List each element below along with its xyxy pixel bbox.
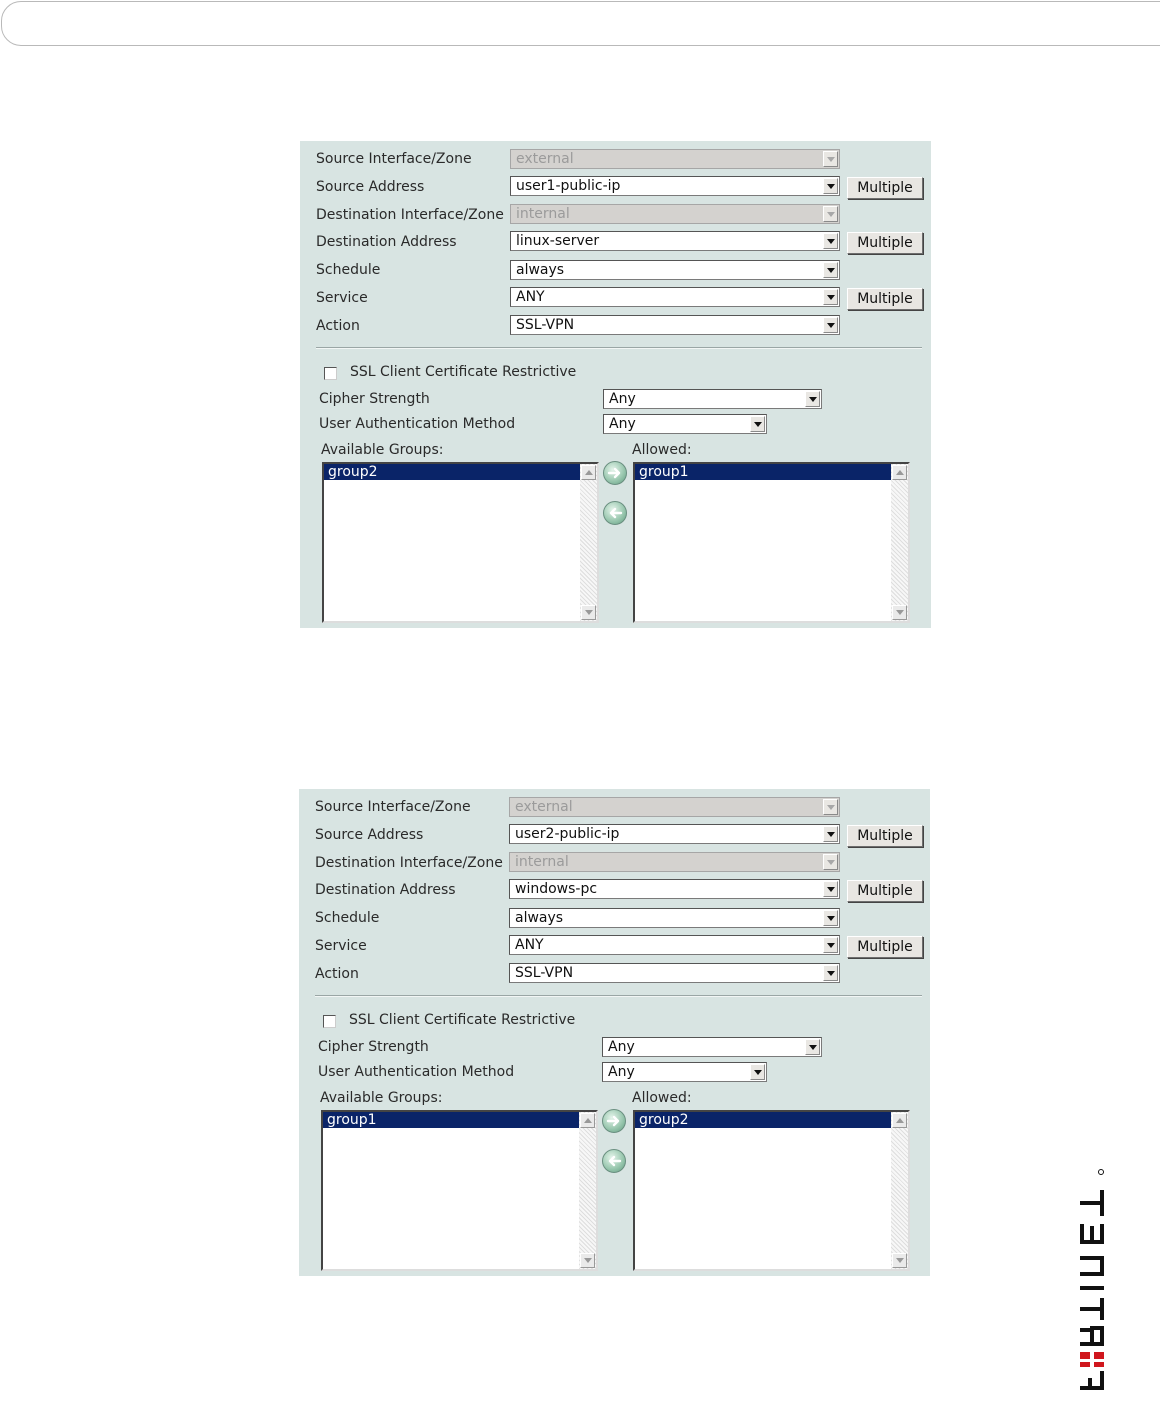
source-interface-select	[510, 149, 840, 169]
dropdown-arrow-icon	[823, 799, 838, 815]
fortinet-logo	[1080, 1168, 1104, 1410]
scroll-down-icon[interactable]	[892, 605, 907, 620]
label-action: Action	[315, 966, 359, 982]
user-auth-method-select[interactable]	[602, 1062, 767, 1082]
list-item[interactable]: group2	[324, 464, 580, 480]
label-user-auth-method: User Authentication Method	[318, 1064, 515, 1080]
destination-interface-value: internal	[515, 854, 569, 870]
list-item[interactable]: group1	[323, 1112, 579, 1128]
user-auth-method-value: Any	[609, 416, 636, 432]
list-item[interactable]: group2	[635, 1112, 891, 1128]
page-header-bar	[1, 1, 1160, 46]
move-left-arrow-icon[interactable]	[603, 501, 627, 525]
label-service: Service	[316, 290, 368, 306]
dropdown-arrow-icon	[823, 854, 838, 870]
destination-address-multiple-button[interactable]: Multiple	[847, 232, 923, 254]
allowed-groups-list[interactable]	[633, 462, 910, 623]
ssl-restrictive-checkbox[interactable]	[323, 1015, 336, 1028]
allowed-groups-label: Allowed:	[632, 1090, 692, 1106]
destination-interface-select	[509, 852, 840, 872]
cipher-strength-value: Any	[609, 391, 636, 407]
label-user-auth-method: User Authentication Method	[319, 416, 516, 432]
scroll-down-icon[interactable]	[580, 1253, 595, 1268]
label-source-interface: Source Interface/Zone	[315, 799, 471, 815]
destination-interface-select	[510, 204, 840, 224]
label-destination-address: Destination Address	[315, 882, 456, 898]
label-service: Service	[315, 938, 367, 954]
destination-interface-value: internal	[516, 206, 570, 222]
cipher-strength-value: Any	[608, 1039, 635, 1055]
section-divider	[315, 995, 922, 997]
label-cipher-strength: Cipher Strength	[318, 1039, 429, 1055]
dropdown-arrow-icon[interactable]	[823, 937, 838, 953]
source-interface-select	[509, 797, 840, 817]
available-groups-label: Available Groups:	[321, 442, 444, 458]
label-action: Action	[316, 318, 360, 334]
dropdown-arrow-icon[interactable]	[823, 178, 838, 194]
scrollbar[interactable]	[579, 1112, 596, 1269]
source-address-value: user1-public-ip	[516, 178, 621, 194]
service-value: ANY	[516, 289, 545, 305]
available-groups-list[interactable]	[321, 1110, 598, 1271]
scroll-down-icon[interactable]	[581, 605, 596, 620]
label-source-address: Source Address	[315, 827, 424, 843]
service-multiple-button[interactable]: Multiple	[847, 288, 923, 310]
dropdown-arrow-icon[interactable]	[750, 1064, 765, 1080]
action-value: SSL-VPN	[515, 965, 574, 981]
policy-panel-1	[300, 141, 931, 628]
scroll-down-icon[interactable]	[892, 1253, 907, 1268]
source-address-multiple-button[interactable]: Multiple	[847, 177, 923, 199]
allowed-groups-label: Allowed:	[632, 442, 692, 458]
service-multiple-button[interactable]: Multiple	[847, 936, 923, 958]
source-interface-value: external	[515, 799, 573, 815]
allowed-groups-list[interactable]	[633, 1110, 910, 1271]
ssl-restrictive-label: SSL Client Certificate Restrictive	[350, 364, 577, 380]
label-destination-address: Destination Address	[316, 234, 457, 250]
schedule-select[interactable]	[510, 260, 840, 280]
scroll-up-icon[interactable]	[892, 465, 907, 480]
policy-panel-2	[299, 789, 930, 1276]
dropdown-arrow-icon[interactable]	[823, 910, 838, 926]
destination-address-select[interactable]	[510, 231, 840, 251]
destination-address-select[interactable]	[509, 879, 840, 899]
service-value: ANY	[515, 937, 544, 953]
scroll-up-icon[interactable]	[580, 1113, 595, 1128]
list-item[interactable]: group1	[635, 464, 891, 480]
scroll-up-icon[interactable]	[892, 1113, 907, 1128]
user-auth-method-select[interactable]	[603, 414, 767, 434]
action-select[interactable]	[510, 315, 840, 335]
dropdown-arrow-icon[interactable]	[805, 1039, 820, 1055]
destination-address-multiple-button[interactable]: Multiple	[847, 880, 923, 902]
source-interface-value: external	[516, 151, 574, 167]
cipher-strength-select[interactable]	[603, 389, 822, 409]
available-groups-list[interactable]	[322, 462, 599, 623]
label-schedule: Schedule	[315, 910, 380, 926]
move-right-arrow-icon[interactable]	[603, 461, 627, 485]
dropdown-arrow-icon[interactable]	[823, 289, 838, 305]
ssl-restrictive-label: SSL Client Certificate Restrictive	[349, 1012, 576, 1028]
label-source-interface: Source Interface/Zone	[316, 151, 472, 167]
action-value: SSL-VPN	[516, 317, 575, 333]
label-destination-interface: Destination Interface/Zone	[316, 207, 504, 223]
scrollbar[interactable]	[580, 464, 597, 621]
move-right-arrow-icon[interactable]	[602, 1109, 626, 1133]
move-left-arrow-icon[interactable]	[602, 1149, 626, 1173]
ssl-restrictive-checkbox[interactable]	[324, 367, 337, 380]
schedule-select[interactable]	[509, 908, 840, 928]
label-destination-interface: Destination Interface/Zone	[315, 855, 503, 871]
dropdown-arrow-icon	[823, 206, 838, 222]
source-address-select[interactable]	[509, 824, 840, 844]
source-address-multiple-button[interactable]: Multiple	[847, 825, 923, 847]
label-schedule: Schedule	[316, 262, 381, 278]
scrollbar[interactable]	[891, 464, 908, 621]
service-select[interactable]	[509, 935, 840, 955]
destination-address-value: windows-pc	[515, 881, 598, 897]
dropdown-arrow-icon[interactable]	[823, 233, 838, 249]
label-source-address: Source Address	[316, 179, 425, 195]
service-select[interactable]	[510, 287, 840, 307]
action-select[interactable]	[509, 963, 840, 983]
section-divider	[316, 347, 922, 349]
dropdown-arrow-icon[interactable]	[823, 262, 838, 278]
source-address-select[interactable]	[510, 176, 840, 196]
dropdown-arrow-icon[interactable]	[823, 317, 838, 333]
dropdown-arrow-icon[interactable]	[823, 826, 838, 842]
user-auth-method-value: Any	[608, 1064, 635, 1080]
destination-address-value: linux-server	[516, 233, 600, 249]
dropdown-arrow-icon[interactable]	[805, 391, 820, 407]
schedule-value: always	[515, 910, 564, 926]
dropdown-arrow-icon[interactable]	[823, 965, 838, 981]
scrollbar[interactable]	[891, 1112, 908, 1269]
scroll-up-icon[interactable]	[581, 465, 596, 480]
dropdown-arrow-icon[interactable]	[750, 416, 765, 432]
dropdown-arrow-icon	[823, 151, 838, 167]
label-cipher-strength: Cipher Strength	[319, 391, 430, 407]
schedule-value: always	[516, 262, 565, 278]
source-address-value: user2-public-ip	[515, 826, 620, 842]
cipher-strength-select[interactable]	[602, 1037, 822, 1057]
available-groups-label: Available Groups:	[320, 1090, 443, 1106]
dropdown-arrow-icon[interactable]	[823, 881, 838, 897]
